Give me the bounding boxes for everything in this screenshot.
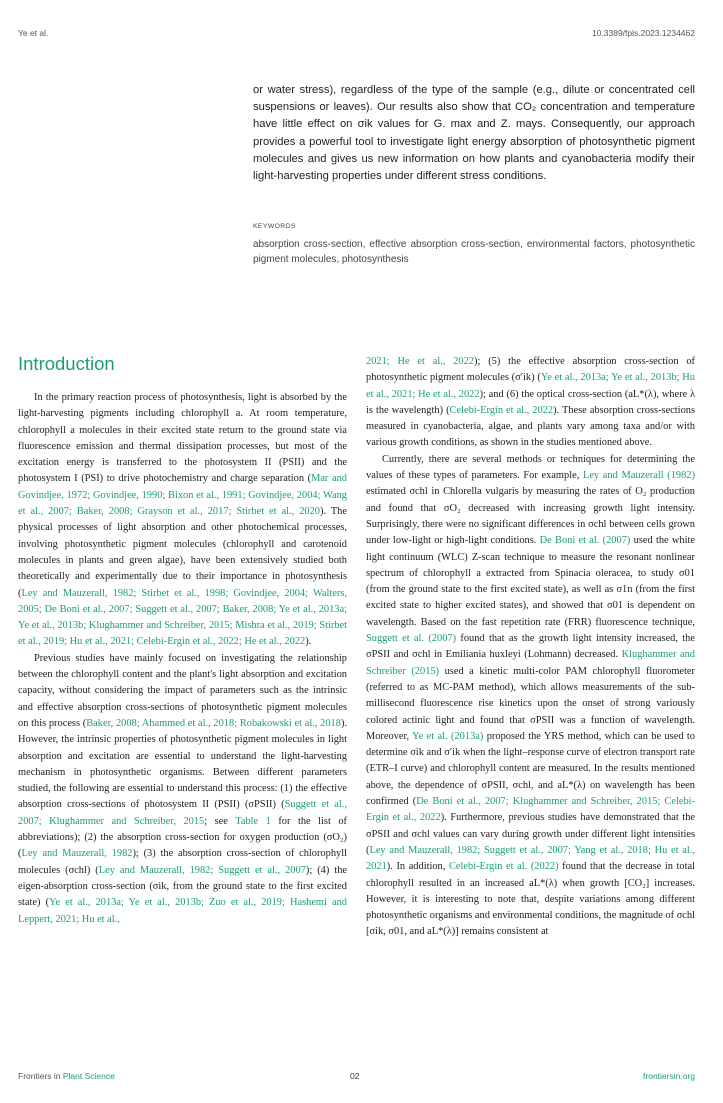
citation-link[interactable]: Ye et al., 2013a; Ye et al., 2013b; Zuo et al., 2019; Hashemi and Leppert, 2021; Hu et al., — [18, 897, 347, 925]
left-column — [18, 390, 347, 928]
paragraph-text: ). In addition, — [386, 861, 449, 873]
paragraph-text: found that the decrease in total chlorophyll resulted in an increased aL*(λ) when growth [CO₂] increases. However, it is interesting to note that, despite variations among different photosynthetic organisms and environmental conditions, the magnitude of σchl [σik, σ01, and aL*(λ)] remains consistent at — [366, 861, 695, 938]
citation-link[interactable]: 2021; He et al., 2022 — [366, 356, 475, 367]
paragraph-text: ). However, the intrinsic properties of photosynthetic pigment molecules in light absorption and excitation are essential to understand the light-harvesting mechanism in photosynthetic organisms. Between different parameters studied, the following are essential to understand this process: (1) the effective absorption cross-sections of photosystem II (PSII) (σPSII) ( — [18, 717, 347, 811]
paragraph-text: for the list of abbreviations); (2) the absorption cross-section for oxygen production (σO₂) ( — [18, 815, 347, 860]
citation-link[interactable]: Table 1 — [235, 815, 271, 827]
footer-site-link[interactable]: frontiersin.org — [643, 1071, 695, 1081]
paragraph-text: ); and (6) the optical cross-section (aL*(λ), where λ is the wavelength) ( — [366, 388, 695, 416]
paragraph — [366, 452, 695, 941]
paragraph-text: used the white light continuum (WLC) Z-scan technique to measure the resonant nonlinear spectrum of chlorophyll a extracted from Spinacia oleracea, to study σ01 (from the ground state to the first excited state), as well as σ1n (from the first excited state to higher excited states), and showed that σ01 is dependent on wavelength. Based on the fast repetition rate (FRR) fluorescence technique, — [366, 535, 695, 628]
paragraph-text: ; see — [204, 815, 236, 827]
paragraph-text: proposed the YRS method, which can be used to determine σik and σ′ik when the light–response curve of electron transport rate (ETR–I curve) and chlorophyll content are measured. In the results mentioned above, the dependence of σPSII, σchl, and aL*(λ) on wavelength has been confirmed ( — [366, 730, 695, 808]
paragraph-text: found that as the growth light intensity increased, the σPSII and σchl in Emiliania huxleyi (Lohmann) decreased. — [366, 633, 695, 661]
keywords-label: KEYWORDS — [253, 223, 296, 230]
citation-link[interactable]: Ley and Mauzerall, 1982 — [21, 848, 133, 860]
citation-link[interactable]: Ley and Mauzerall (1982) — [582, 470, 695, 482]
page-number: 02 — [350, 1071, 360, 1081]
paragraph-text: used a kinetic multi-color PAM chlorophyll fluorometer (referred to as MC-PAM method), which allows measurements of the sub-millisecond fluorescence rise kinetics upon the onset of strong variously colored actinic light and found that σPSII was a function of wavelength. Moreover, — [366, 665, 695, 742]
paragraph — [366, 354, 695, 452]
paragraph-text: ). The physical processes of light absorption and other photochemical processes, involving photosynthetic pigment molecules (chlorophyll and carotenoid molecules in plants and green algae), have been extensively studied both theoretically and experimentally due to their importance in photosynthesis ( — [18, 506, 347, 599]
citation-link[interactable]: Klughammer and Schreiber (2015) — [366, 649, 695, 677]
paragraph-text: ). — [305, 636, 312, 648]
citation-link[interactable]: Ley and Mauzerall, 1982; Suggett et al., 2007 — [98, 864, 306, 876]
citation-link[interactable]: Celebi-Ergin et al., 2022 — [449, 404, 554, 416]
footer-journal-prefix: Frontiers in — [18, 1071, 63, 1081]
citation-link[interactable]: Ye et al., 2013a; Ye et al., 2013b; Hu et al., 2021; He et al., 2022 — [366, 372, 696, 400]
citation-link[interactable]: De Boni et al. (2007) — [539, 535, 631, 547]
footer-journal-name[interactable]: Plant Science — [62, 1071, 115, 1081]
paragraph-text: ); (3) the absorption cross-section of chlorophyll molecules (σchl) ( — [18, 848, 347, 876]
keywords-text: absorption cross-section, effective absorption cross-section, environmental factors, photosynthetic pigment molecules, photosynthesis — [253, 239, 695, 266]
paragraph-text: estimated σchl in Chlorella vulgaris by measuring the rates of O₂ production and found that σO₂ decreased with increasing growth light intensity. Surprisingly, there were no significant differences in σchl between cells grown under low-light or high-light conditions. — [366, 486, 695, 547]
paragraph-text: Previous studies have mainly focused on investigating the relationship between the chlorophyll content and the plant's light absorption and excitation capacity, without considering the impact of parameters such as the intrinsic and effective absorption cross-sections of photosynthetic pigment molecules on this process ( — [18, 652, 347, 729]
footer-journal — [18, 1071, 115, 1081]
citation-link[interactable]: Baker, 2008; Ahammed et al., 2018; Robakowski et al., 2018 — [86, 717, 341, 729]
citation-link[interactable]: Suggett et al. (2007) — [366, 633, 457, 645]
citation-link[interactable]: De Boni et al., 2007; Klughammer and Schreiber, 2015; Celebi-Ergin et al., 2022 — [366, 796, 695, 824]
abstract-tail: or water stress), regardless of the type of the sample (e.g., dilute or concentrated cell suspensions or leaves). Our results also show that CO₂ concentration and temperature have little effect on σik values for G. max and Z. mays. Consequently, our approach provides a powerful tool to investigate light energy absorption of photosynthetic pigment molecules and gives us new information on how plants and cyanobacteria modify their light-harvesting properties under different stress conditions. — [253, 84, 695, 183]
right-column — [366, 354, 695, 941]
paragraph-text: In the primary reaction process of photosynthesis, light is absorbed by the light-harvesting pigments including chlorophyll a. At room temperature, chlorophyll a molecules in their excited state return to the ground state via fluorescence emission and thermal dissipation processes, but most of the excitation energy is transferred to the photosystem II (PSII) and the photosystem I (PSI) to drive photochemistry and charge separation ( — [18, 392, 347, 485]
running-header-doi: 10.3389/fpls.2023.1234462 — [591, 28, 695, 38]
paragraph-text: Currently, there are several methods or techniques for determining the values of these types of parameters. For example, — [366, 453, 695, 482]
citation-link[interactable]: Ye et al. (2013a) — [412, 730, 484, 742]
paragraph-text: ). These absorption cross-sections measured in cyanobacteria, algae, and plants vary among taxa and/or with various growth conditions, as shown in the studies mentioned above. — [366, 404, 695, 449]
citation-link[interactable]: Suggett et al., 2007; Klughammer and Schreiber, 2015 — [18, 799, 347, 827]
citation-link[interactable]: Mar and Govindjee, 1972; Govindjee, 1990; Bixon et al., 1991; Govindjee, 2004; Wang et al., 2007; Baker, 2008; Grayson et al., 2017; Stirbet et al., 2020 — [18, 473, 347, 518]
paragraph-text: ); (4) the eigen-absorption cross-section (σik, from the ground state to the first excited state) ( — [18, 864, 348, 909]
citation-link[interactable]: Celebi-Ergin et al. (2022) — [448, 861, 559, 873]
citation-link[interactable]: Ley and Mauzerall, 1982; Stirbet et al., 1998; Govindjee, 2004; Walters, 2005; De Boni et al., 2007; Suggett et al., 2007; Baker, 2008; Ye et al., 2013a; Ye et al., 2013b; Klughammer and Schreiber, 2015; Mishra et al., 2019; Stirbet et al., 2019; Hu et al., 2021; Celebi-Ergin et al., 2022; He et al., 2022 — [18, 587, 347, 648]
citation-link[interactable]: Ley and Mauzerall, 1982; Suggett et al., 2007; Yang et al., 2018; Hu et al., 2021 — [366, 844, 695, 873]
paragraph-text: ). Furthermore, previous studies have demonstrated that the σPSII and σchl values can vary during growth under different light intensities ( — [366, 812, 695, 856]
paragraph-text: ); (5) the effective absorption cross-section of photosynthetic pigment molecules (σ′ik) ( — [366, 356, 695, 384]
paragraph — [18, 390, 347, 651]
paragraph — [18, 651, 347, 928]
section-title: Introduction — [18, 353, 115, 374]
running-header-authors: Ye et al. — [18, 28, 49, 38]
